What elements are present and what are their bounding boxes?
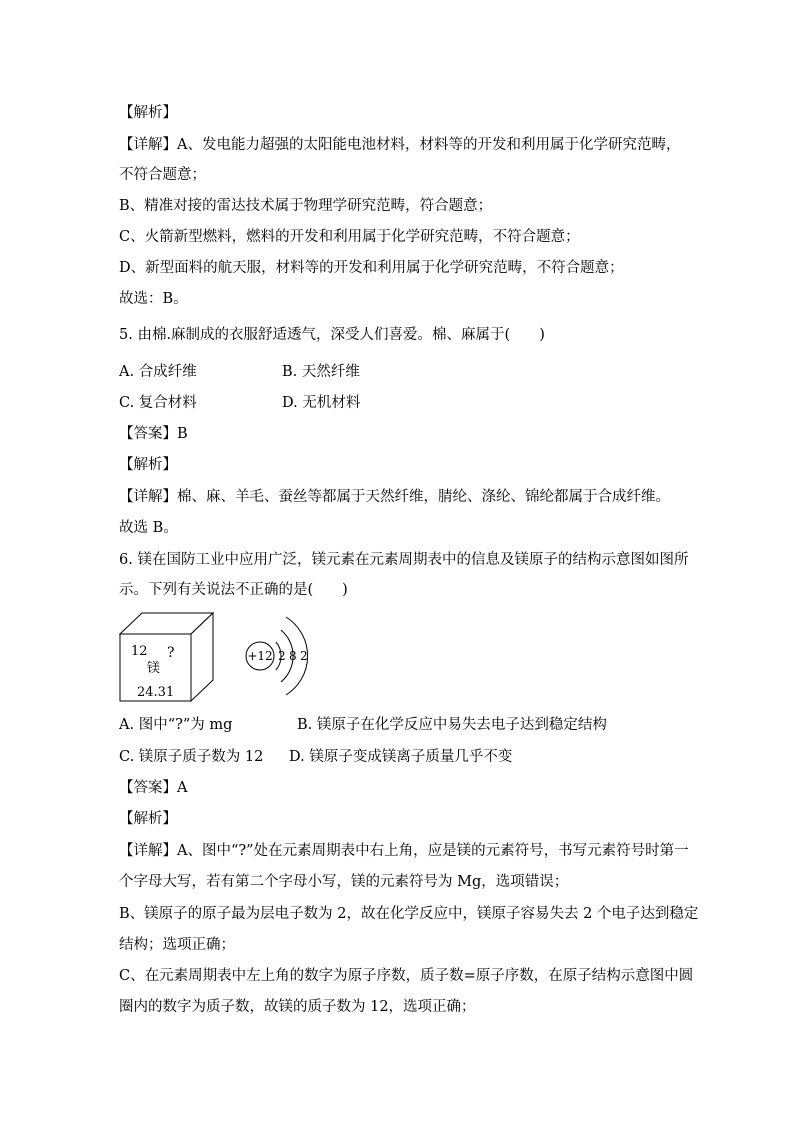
answer-q4-choice: 故选：B。 bbox=[119, 291, 188, 307]
question-6-stem-line-2: 示。下列有关说法不正确的是( ) bbox=[119, 582, 348, 598]
magnesium-figure-svg bbox=[119, 612, 319, 704]
q6-option-d: D. 镁原子变成镁离子质量几乎不变 bbox=[289, 749, 513, 765]
element-name: 镁 bbox=[147, 661, 161, 676]
question-6-stem-line-1: 6. 镁在国防工业中应用广泛，镁元素在元素周期表中的信息及镁原子的结构示意图如图所 bbox=[119, 552, 689, 568]
shell-1-electrons: 2 bbox=[278, 649, 286, 663]
explanation-q6-line-2: 个字母大写，若有第二个字母小写，镁的元素符号为 Mg，选项错误； bbox=[119, 874, 569, 890]
q6-option-c: C. 镁原子质子数为 12 bbox=[119, 749, 264, 765]
answer-q6: 【答案】A bbox=[119, 780, 188, 796]
explanation-q6-line-4: 结构；选项正确； bbox=[119, 937, 235, 953]
element-symbol: ? bbox=[167, 645, 175, 661]
element-atomic-mass: 24.31 bbox=[137, 685, 175, 700]
magnesium-figure bbox=[119, 612, 319, 708]
q5-option-c: C. 复合材料 bbox=[119, 395, 197, 411]
question-5-stem: 5. 由棉.麻制成的衣服舒适透气，深受人们喜爱。棉、麻属于( ) bbox=[119, 327, 545, 343]
explanation-q4-line-4: C、火箭新型燃料，燃料的开发和利用属于化学研究范畴，不符合题意； bbox=[119, 229, 580, 245]
explanation-q5-line-1: 【详解】棉、麻、羊毛、蚕丝等都属于天然纤维，腈纶、涤纶、锦纶都属于合成纤维。 bbox=[119, 489, 670, 505]
explanation-q4-line-2: 不符合题意； bbox=[119, 167, 206, 183]
q5-option-b: B. 天然纤维 bbox=[282, 364, 360, 380]
explanation-q4-line-1: 【详解】A、发电能力超强的太阳能电池材料，材料等的开发和利用属于化学研究范畴， bbox=[119, 137, 681, 153]
element-atomic-number: 12 bbox=[131, 644, 148, 659]
explanation-q4-line-5: D、新型面料的航天服，材料等的开发和利用属于化学研究范畴，不符合题意； bbox=[119, 260, 624, 276]
nucleus-charge: +12 bbox=[247, 649, 273, 663]
q6-option-a: A. 图中“?”为 mg bbox=[119, 717, 233, 733]
analysis-heading-1: 【解析】 bbox=[119, 105, 177, 121]
q6-option-b: B. 镁原子在化学反应中易失去电子达到稳定结构 bbox=[297, 717, 607, 733]
analysis-heading-2: 【解析】 bbox=[119, 457, 177, 473]
shell-3-electrons: 2 bbox=[300, 649, 308, 663]
explanation-q6-line-3: B、镁原子的原子最为层电子数为 2，故在化学反应中，镁原子容易失去 2 个电子达到稳定 bbox=[119, 906, 699, 922]
answer-q5: 【答案】B bbox=[119, 426, 188, 442]
q5-option-d: D. 无机材料 bbox=[282, 395, 361, 411]
explanation-q4-line-3: B、精准对接的雷达技术属于物理学研究范畴，符合题意； bbox=[119, 198, 493, 214]
explanation-q6-line-5: C、在元素周期表中左上角的数字为原子序数，质子数=原子序数，在原子结构示意图中圆 bbox=[119, 968, 694, 984]
explanation-q5-line-2: 故选 B。 bbox=[119, 520, 178, 536]
explanation-q6-line-6: 圈内的数字为质子数，故镁的质子数为 12，选项正确； bbox=[119, 999, 476, 1015]
explanation-q6-line-1: 【详解】A、图中“?”处在元素周期表中右上角，应是镁的元素符号，书写元素符号时第一 bbox=[119, 843, 689, 859]
q5-option-a: A. 合成纤维 bbox=[119, 364, 197, 380]
shell-2-electrons: 8 bbox=[289, 649, 297, 663]
analysis-heading-3: 【解析】 bbox=[119, 811, 177, 827]
